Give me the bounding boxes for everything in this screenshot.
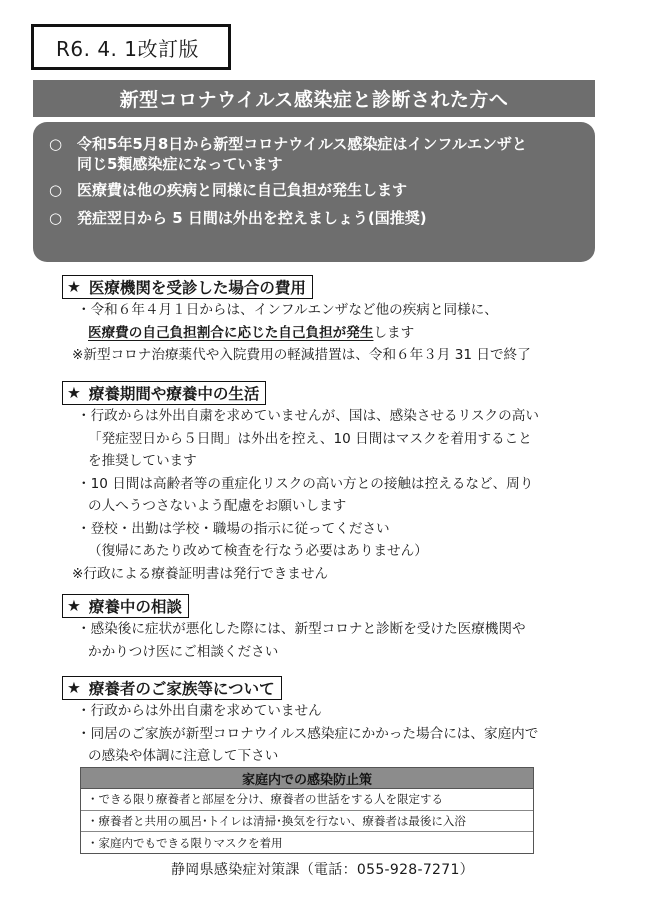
section-heading <box>62 381 266 405</box>
summary-text: 医療費は他の疾病と同様に自己負担が発生します <box>77 181 408 199</box>
summary-text: 同じ5類感染症になっています <box>77 155 283 173</box>
body-line: ・令和６年４月１日からは、インフルエンザなど他の疾病と同様に、 <box>77 302 498 318</box>
section-period <box>62 381 622 585</box>
prevention-item: ・家庭内でもできる限りマスクを着用 <box>87 835 283 850</box>
summary-item <box>49 134 581 174</box>
section-heading-text: 療養中の相談 <box>88 598 182 616</box>
section-heading-text: 療養者のご家族等について <box>88 680 275 698</box>
section-heading <box>62 594 189 618</box>
body-line: ・10 日間は高齢者等の重症化リスクの高い方との接触は控えるなど、周り <box>77 475 534 492</box>
section-heading-text: 医療機関を受診した場合の費用 <box>88 279 306 297</box>
summary-text: 発症翌日から 5 日間は外出を控えましょう(国推奨) <box>77 209 427 227</box>
star-icon: ★ <box>67 278 81 296</box>
star-icon: ★ <box>67 597 81 615</box>
summary-box <box>33 122 595 262</box>
body-line: ・行政からは外出自粛を求めていません <box>77 703 322 719</box>
circle-icon: ○ <box>49 135 63 153</box>
revision-label: R6. 4. 1改訂版 <box>31 24 231 70</box>
section-consult <box>62 594 622 663</box>
summary-item <box>49 180 581 200</box>
body-line: の感染や体調に注意して下さい <box>88 748 279 764</box>
body-line: ・登校・出勤は学校・職場の指示に従ってください <box>77 520 390 537</box>
prevention-item: ・できる限り療養者と部屋を分け、療養者の世話をする人を限定する <box>81 789 533 811</box>
prevention-item: ・療養者と共用の風呂･トイレは清掃･換気を行ない、療養者は最後に入浴 <box>81 811 533 833</box>
prevention-box <box>80 767 534 854</box>
section-heading-text: 療養期間や療養中の生活 <box>88 385 260 403</box>
body-line: かかりつけ医にご相談ください <box>88 643 279 660</box>
underlined-text: 医療費の自己負担割合に応じた自己負担が発生 <box>88 324 374 341</box>
summary-text: 令和5年5月8日から新型コロナウイルス感染症はインフルエンザと <box>77 135 527 153</box>
note-line: ※行政による療養証明書は発行できません <box>72 565 329 582</box>
prevention-heading: 家庭内での感染防止策 <box>81 768 533 789</box>
section-cost <box>62 275 622 367</box>
body-line: を推奨しています <box>88 453 197 469</box>
star-icon: ★ <box>67 679 81 697</box>
note-line: ※新型コロナ治療薬代や入院費用の軽減措置は、令和６年３月 31 日で終了 <box>72 347 531 363</box>
circle-icon: ○ <box>49 181 63 199</box>
summary-item <box>49 208 581 228</box>
body-line: の人へうつさないよう配慮をお願いします <box>88 498 347 514</box>
section-heading <box>62 275 313 299</box>
contact-footer: 静岡県感染症対策課（電話：055-928-7271） <box>171 862 474 878</box>
star-icon: ★ <box>67 384 81 402</box>
circle-icon: ○ <box>49 209 63 227</box>
body-line: （復帰にあたり改めて検査を行なう必要はありません） <box>88 543 428 559</box>
section-family <box>62 676 622 768</box>
body-line <box>62 322 622 345</box>
body-line: ・行政からは外出自粛を求めていませんが、国は、感染させるリスクの高い <box>77 408 539 424</box>
body-line: ・同居のご家族が新型コロナウイルス感染症にかかった場合には、家庭内で <box>77 725 539 742</box>
body-text: します <box>373 324 415 341</box>
page-title: 新型コロナウイルス感染症と診断された方へ <box>33 80 595 117</box>
section-heading <box>62 676 282 700</box>
body-line: 「発症翌日から５日間」は外出を控え、10 日間はマスクを着用すること <box>88 430 532 447</box>
body-line: ・感染後に症状が悪化した際には、新型コロナと診断を受けた医療機関や <box>77 621 526 637</box>
